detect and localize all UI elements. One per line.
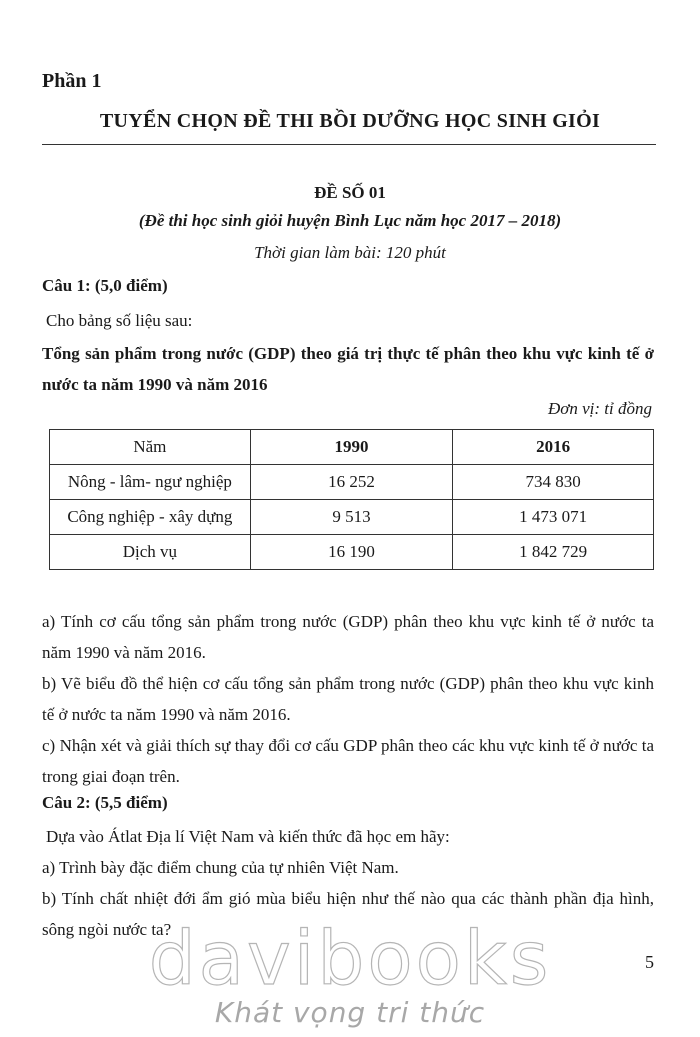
part-heading: TUYỂN CHỌN ĐỀ THI BỒI DƯỠNG HỌC SINH GIỎI	[99, 110, 601, 132]
header-cell-1990: 1990	[250, 430, 453, 465]
question-2-intro: Dựa vào Átlat Địa lí Việt Nam và kiến thức đã học em hãy:	[46, 827, 450, 846]
table-header-row	[50, 430, 654, 465]
watermark-tagline: Khát vọng tri thức	[214, 996, 486, 1029]
question-2a: a) Trình bày đặc điểm chung của tự nhiên Việt Nam.	[42, 858, 399, 877]
page-number: 5	[645, 952, 654, 972]
table-cell: 1 473 071	[453, 500, 654, 535]
table-cell: 16 190	[250, 535, 453, 570]
table-cell: Công nghiệp - xây dựng	[50, 500, 251, 535]
table-cell: Nông - lâm- ngư nghiệp	[50, 465, 251, 500]
question-1c: c) Nhận xét và giải thích sự thay đổi cơ cấu GDP phân theo các khu vực kinh tế ở nước ta trong giai đoạn trên.	[42, 736, 654, 786]
heading-divider	[42, 144, 656, 145]
table-cell: 9 513	[250, 500, 453, 535]
part-label: Phần 1	[42, 70, 102, 92]
table-row	[50, 535, 654, 570]
exam-number: ĐỀ SỐ 01	[314, 183, 386, 202]
question-1b: b) Vẽ biểu đồ thể hiện cơ cấu tổng sản phẩm trong nước (GDP) phân theo khu vực kinh tế ở nước ta năm 1990 và năm 2016.	[42, 674, 654, 724]
watermark-logo: davibooks	[148, 916, 552, 1002]
header-cell-2016: 2016	[453, 430, 654, 465]
question-2-title: Câu 2: (5,5 điểm)	[42, 793, 168, 812]
question-1-title: Câu 1: (5,0 điểm)	[42, 276, 168, 295]
table-cell: 16 252	[250, 465, 453, 500]
gdp-table	[49, 429, 654, 570]
table-cell: 1 842 729	[453, 535, 654, 570]
table-cell: Dịch vụ	[50, 535, 251, 570]
exam-time: Thời gian làm bài: 120 phút	[254, 243, 446, 262]
question-1-intro: Cho bảng số liệu sau:	[46, 311, 193, 330]
table-cell: 734 830	[453, 465, 654, 500]
table-title: Tổng sản phẩm trong nước (GDP) theo giá trị thực tế phân theo khu vực kinh tế ở nước ta năm 1990 và năm 2016	[42, 344, 654, 394]
question-1a: a) Tính cơ cấu tổng sản phẩm trong nước (GDP) phân theo khu vực kinh tế ở nước ta năm 1990 và năm 2016.	[42, 612, 654, 662]
table-unit: Đơn vị: tỉ đồng	[548, 399, 652, 418]
header-cell-year: Năm	[50, 430, 251, 465]
question-2b: b) Tính chất nhiệt đới ẩm gió mùa biểu hiện như thế nào qua các thành phần địa hình, sông ngòi nước ta?	[42, 889, 654, 939]
exam-source: (Đề thi học sinh giỏi huyện Bình Lục năm học 2017 – 2018)	[138, 211, 562, 230]
table-row	[50, 500, 654, 535]
table-row	[50, 465, 654, 500]
